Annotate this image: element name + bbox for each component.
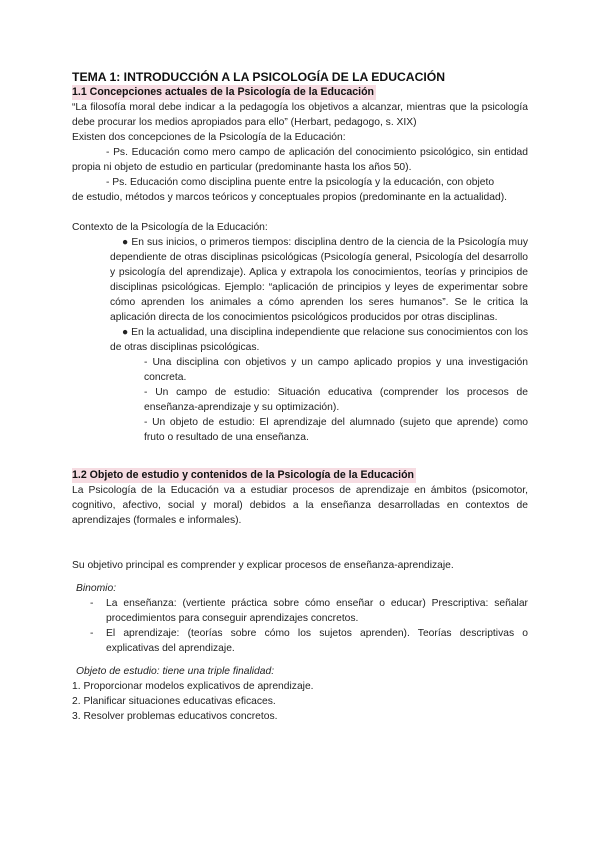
discipline-feature-item: - Una disciplina con objetivos y un campo aplicado propios y una investigación concreta. xyxy=(144,357,528,383)
conception-item-continuation: de estudio, métodos y marcos teóricos y conceptuales propios (predominante en la actualidad). xyxy=(72,192,507,203)
section2-paragraph: La Psicología de la Educación va a estudiar procesos de aprendizaje en ámbitos (psicomotor, cognitivo, afectivo, social y moral) debidos a la enseñanza desarrolladas en contextos de aprendizajes (formales e informales). xyxy=(72,485,528,526)
context-intro: Contexto de la Psicología de la Educación: xyxy=(72,222,268,233)
objeto-label: Objeto de estudio: tiene una triple finalidad: xyxy=(76,666,275,677)
section-heading-1-2: 1.2 Objeto de estudio y contenidos de la Psicología de la Educación xyxy=(72,469,415,481)
conception-item: - Ps. Educación como disciplina puente entre la psicología y la educación, con objeto xyxy=(106,177,495,188)
conceptions-list xyxy=(72,145,528,205)
discipline-features-list xyxy=(72,355,528,445)
binomio-list xyxy=(72,596,528,656)
conceptions-intro: Existen dos concepciones de la Psicología de la Educación: xyxy=(72,132,346,143)
finalidades-list xyxy=(72,679,528,724)
finalidad-item: 3. Resolver problemas educativos concretos. xyxy=(72,711,278,722)
section-heading-1-1: 1.1 Concepciones actuales de la Psicología de la Educación xyxy=(72,86,375,98)
binomio-label: Binomio: xyxy=(76,583,117,594)
document-content xyxy=(72,70,528,724)
discipline-feature-item: - Un objeto de estudio: El aprendizaje del alumnado (sujeto que aprende) como fruto o resultado de una enseñanza. xyxy=(144,417,528,443)
finalidad-item: 2. Planificar situaciones educativas eficaces. xyxy=(72,696,276,707)
binomio-item: - El aprendizaje: (teorías sobre cómo los sujetos aprenden). Teorías descriptivas o explicativas del aprendizaje. xyxy=(90,628,528,654)
discipline-feature-item: - Un campo de estudio: Situación educativa (comprender los procesos de enseñanza-aprendizaje y su optimización). xyxy=(144,387,528,413)
document-title: TEMA 1: INTRODUCCIÓN A LA PSICOLOGÍA DE LA EDUCACIÓN xyxy=(72,70,446,84)
context-bullets xyxy=(72,235,528,355)
herbart-quote: “La filosofía moral debe indicar a la pedagogía los objetivos a alcanzar, mientras que la psicología debe procurar los medios apropiados para ello” (Herbart, pedagogo, s. XIX) xyxy=(72,102,528,128)
context-bullet-item: ● En la actualidad, una disciplina independiente que relacione sus conocimientos con los de otras disciplinas psicológicas. xyxy=(110,327,528,353)
context-bullet-item: ● En sus inicios, o primeros tiempos: disciplina dentro de la ciencia de la Psicología muy dependiente de otras disciplinas psicológicas (Psicología general, Psicología del desarrollo y psicología del aprendizaje). Aplica y extrapola los conocimientos, teorías y principios de disciplinas psicológicas. Ejemplo: “aplicación de principios y leyes de experimentar sobre cómo aprenden los animales a cómo aprenden los seres humanos”. Se le critica la aplicación directa de los conocimientos psicológicos producidos por otras disciplinas. xyxy=(110,237,528,323)
finalidad-item: 1. Proporcionar modelos explicativos de aprendizaje. xyxy=(72,681,314,692)
main-objective: Su objetivo principal es comprender y explicar procesos de enseñanza-aprendizaje. xyxy=(72,560,454,571)
binomio-item: - La enseñanza: (vertiente práctica sobre cómo enseñar o educar) Prescriptiva: señalar procedimientos para conseguir aprendizajes concretos. xyxy=(90,598,528,624)
conception-item: - Ps. Educación como mero campo de aplicación del conocimiento psicológico, sin entidad propia ni objeto de estudio en particular (predominante hasta los años 50). xyxy=(72,147,528,173)
